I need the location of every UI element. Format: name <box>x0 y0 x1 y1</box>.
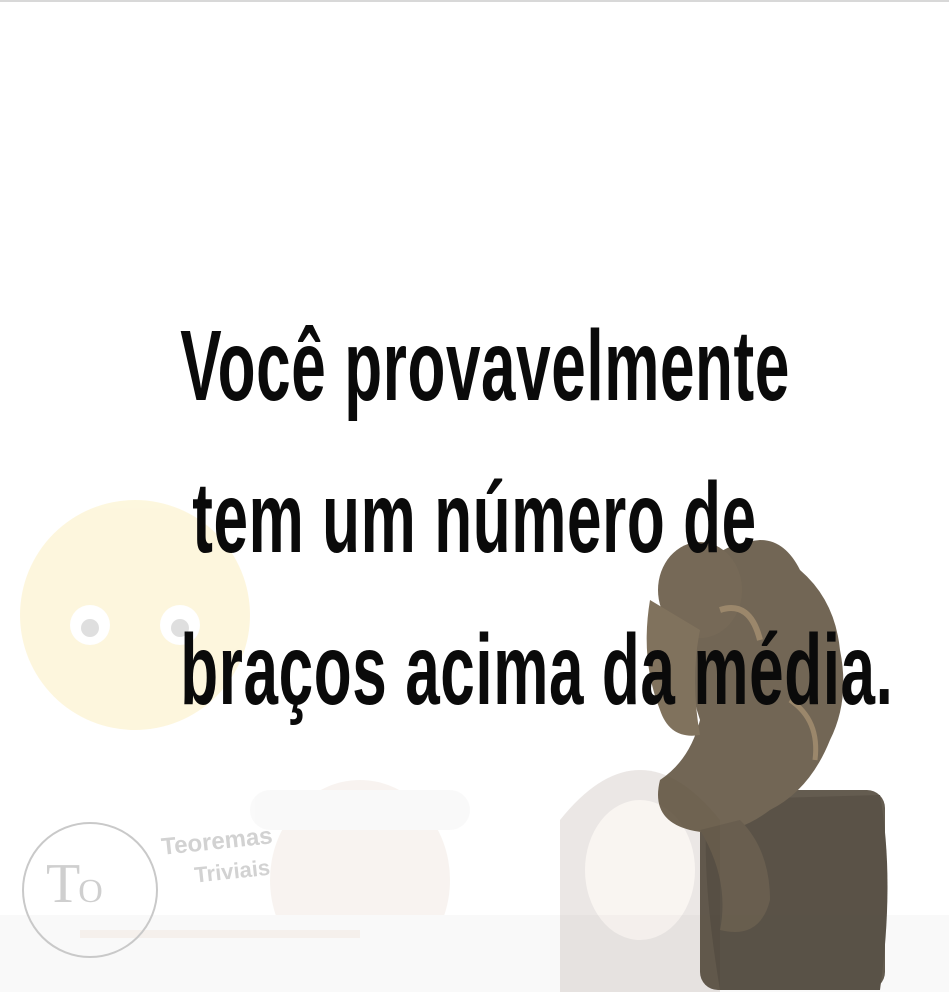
watermark-brand-line2: Triviais <box>193 854 272 888</box>
watermark-brand-line1: Teoremas <box>160 822 274 861</box>
watermark-brand <box>160 822 277 895</box>
headline-line-1: Você provavelmente <box>180 310 790 422</box>
headline-line-2: tem um número de <box>192 462 757 574</box>
headline-line-3: braços acima da média. <box>180 614 894 726</box>
watermark-logo <box>22 822 322 952</box>
headline <box>0 290 949 746</box>
watermark-monogram: TO <box>46 853 101 915</box>
